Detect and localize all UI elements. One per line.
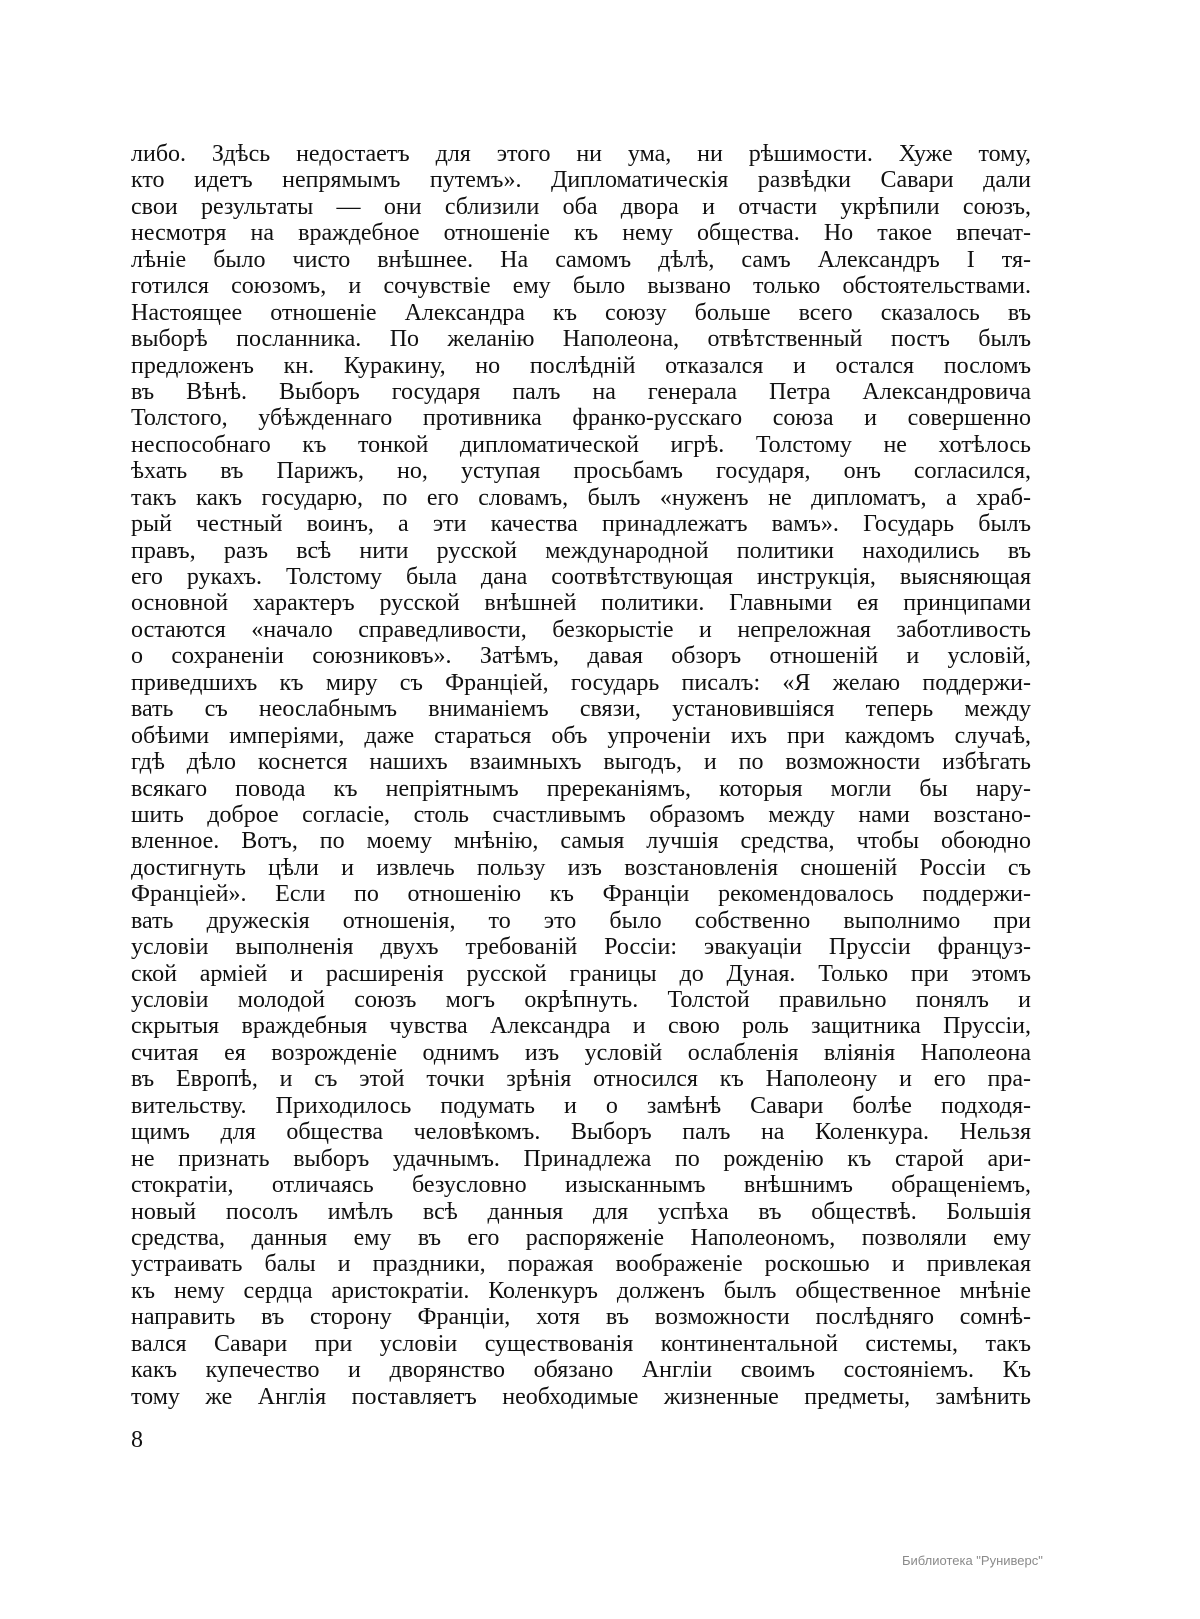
text-line: кто идетъ непрямымъ путемъ». Дипломатическія развѣдки Савари дали xyxy=(131,167,1031,194)
text-line: ской арміей и расширенія русской границы до Дуная. Только при этомъ xyxy=(131,960,1031,987)
text-line: приведшихъ къ миру съ Франціей, государь писалъ: «Я желаю поддержи- xyxy=(131,669,1031,696)
text-line: не признать выборъ удачнымъ. Принадлежа по рожденію къ старой ари- xyxy=(131,1145,1031,1172)
text-line: основной характеръ русской внѣшней политики. Главными ея принципами xyxy=(131,590,1031,617)
text-line: остаются «начало справедливости, безкорыстіе и непреложная заботливость xyxy=(131,616,1031,643)
text-line: вительству. Приходилось подумать и о замѣнѣ Савари болѣе подходя- xyxy=(131,1092,1031,1119)
text-line: гдѣ дѣло коснется нашихъ взаимныхъ выгодъ, и по возможности избѣгать xyxy=(131,749,1031,776)
text-line: правъ, разъ всѣ нити русской международной политики находились въ xyxy=(131,537,1031,564)
text-line: обѣими имперіями, даже стараться объ упроченіи ихъ при каждомъ случаѣ, xyxy=(131,722,1031,749)
text-line: неспособнаго къ тонкой дипломатической игрѣ. Толстому не хотѣлось xyxy=(131,431,1031,458)
text-line: Толстого, убѣжденнаго противника франко-русскаго союза и совершенно xyxy=(131,405,1031,432)
text-line: тому же Англія поставляетъ необходимые жизненные предметы, замѣнить xyxy=(131,1383,1031,1410)
text-line: достигнуть цѣли и извлечь пользу изъ возстановленія сношеній Россіи съ xyxy=(131,854,1031,881)
text-line: условіи выполненія двухъ требованій Россіи: эвакуаціи Пруссіи француз- xyxy=(131,934,1031,961)
text-line: средства, данныя ему въ его распоряженіе Наполеономъ, позволяли ему xyxy=(131,1224,1031,1251)
text-line: вался Савари при условіи существованія континентальной системы, такъ xyxy=(131,1330,1031,1357)
text-line: шить доброе согласіе, столь счастливымъ образомъ между нами возстано- xyxy=(131,801,1031,828)
text-line: свои результаты — они сблизили оба двора и отчасти укрѣпили союзъ, xyxy=(131,193,1031,220)
text-line: ѣхать въ Парижъ, но, уступая просьбамъ государя, онъ согласился, xyxy=(131,458,1031,485)
text-line: къ нему сердца аристократіи. Коленкуръ долженъ былъ общественное мнѣніе xyxy=(131,1277,1031,1304)
text-line: какъ купечество и дворянство обязано Англіи своимъ состояніемъ. Къ xyxy=(131,1357,1031,1384)
text-line: въ Европѣ, и съ этой точки зрѣнія относился къ Наполеону и его пра- xyxy=(131,1066,1031,1093)
text-line: его рукахъ. Толстому была дана соотвѣтствующая инструкція, выясняющая xyxy=(131,564,1031,590)
page-number: 8 xyxy=(131,1427,143,1453)
text-line: такъ какъ государю, по его словамъ, былъ «нуженъ не дипломатъ, а храб- xyxy=(131,484,1031,511)
library-credit: Библиотека "Руниверс" xyxy=(902,1553,1043,1568)
text-line: вать дружескія отношенія, то это было собственно выполнимо при xyxy=(131,907,1031,934)
text-line: предложенъ кн. Куракину, но послѣдній отказался и остался посломъ xyxy=(131,352,1031,379)
text-line: въ Вѣнѣ. Выборъ государя палъ на генерала Петра Александровича xyxy=(131,378,1031,405)
text-line: устраивать балы и праздники, поражая воображеніе роскошью и привлекая xyxy=(131,1251,1031,1278)
text-line: готился союзомъ, и сочувствіе ему было вызвано только обстоятельствами. xyxy=(131,273,1031,300)
text-line: вать съ неослабнымъ вниманіемъ связи, установившіяся теперь между xyxy=(131,696,1031,723)
text-line: направить въ сторону Франціи, хотя въ возможности послѣдняго сомнѣ- xyxy=(131,1304,1031,1331)
text-line: условіи молодой союзъ могъ окрѣпнуть. Толстой правильно понялъ и xyxy=(131,987,1031,1013)
text-line: либо. Здѣсь недостаетъ для этого ни ума, ни рѣшимости. Хуже тому, xyxy=(131,141,1031,167)
body-text xyxy=(131,141,1031,1410)
text-line: новый посолъ имѣлъ всѣ данныя для успѣха въ обществѣ. Большія xyxy=(131,1198,1031,1225)
text-line: стократіи, отличаясь безусловно изысканнымъ внѣшнимъ обращеніемъ, xyxy=(131,1172,1031,1199)
text-line: скрытыя враждебныя чувства Александра и свою роль защитника Пруссіи, xyxy=(131,1013,1031,1040)
text-line: о сохраненіи союзниковъ». Затѣмъ, давая обзоръ отношеній и условій, xyxy=(131,643,1031,670)
text-line: вленное. Вотъ, по моему мнѣнію, самыя лучшія средства, чтобы обоюдно xyxy=(131,828,1031,855)
text-line: несмотря на враждебное отношеніе къ нему общества. Но такое впечат- xyxy=(131,220,1031,247)
text-line: рый честный воинъ, а эти качества принадлежатъ вамъ». Государь былъ xyxy=(131,511,1031,538)
text-line: Франціей». Если по отношенію къ Франціи рекомендовалось поддержи- xyxy=(131,881,1031,908)
text-line: всякаго повода къ непріятнымъ пререканіямъ, которыя могли бы нару- xyxy=(131,775,1031,802)
text-line: щимъ для общества человѣкомъ. Выборъ палъ на Коленкура. Нельзя xyxy=(131,1119,1031,1146)
text-line: выборѣ посланника. По желанію Наполеона, отвѣтственный постъ былъ xyxy=(131,326,1031,353)
text-line: лѣніе было чисто внѣшнее. На самомъ дѣлѣ, самъ Александръ I тя- xyxy=(131,246,1031,273)
text-line: считая ея возрожденіе однимъ изъ условій ослабленія вліянія Наполеона xyxy=(131,1039,1031,1066)
text-line: Настоящее отношеніе Александра къ союзу больше всего сказалось въ xyxy=(131,299,1031,326)
